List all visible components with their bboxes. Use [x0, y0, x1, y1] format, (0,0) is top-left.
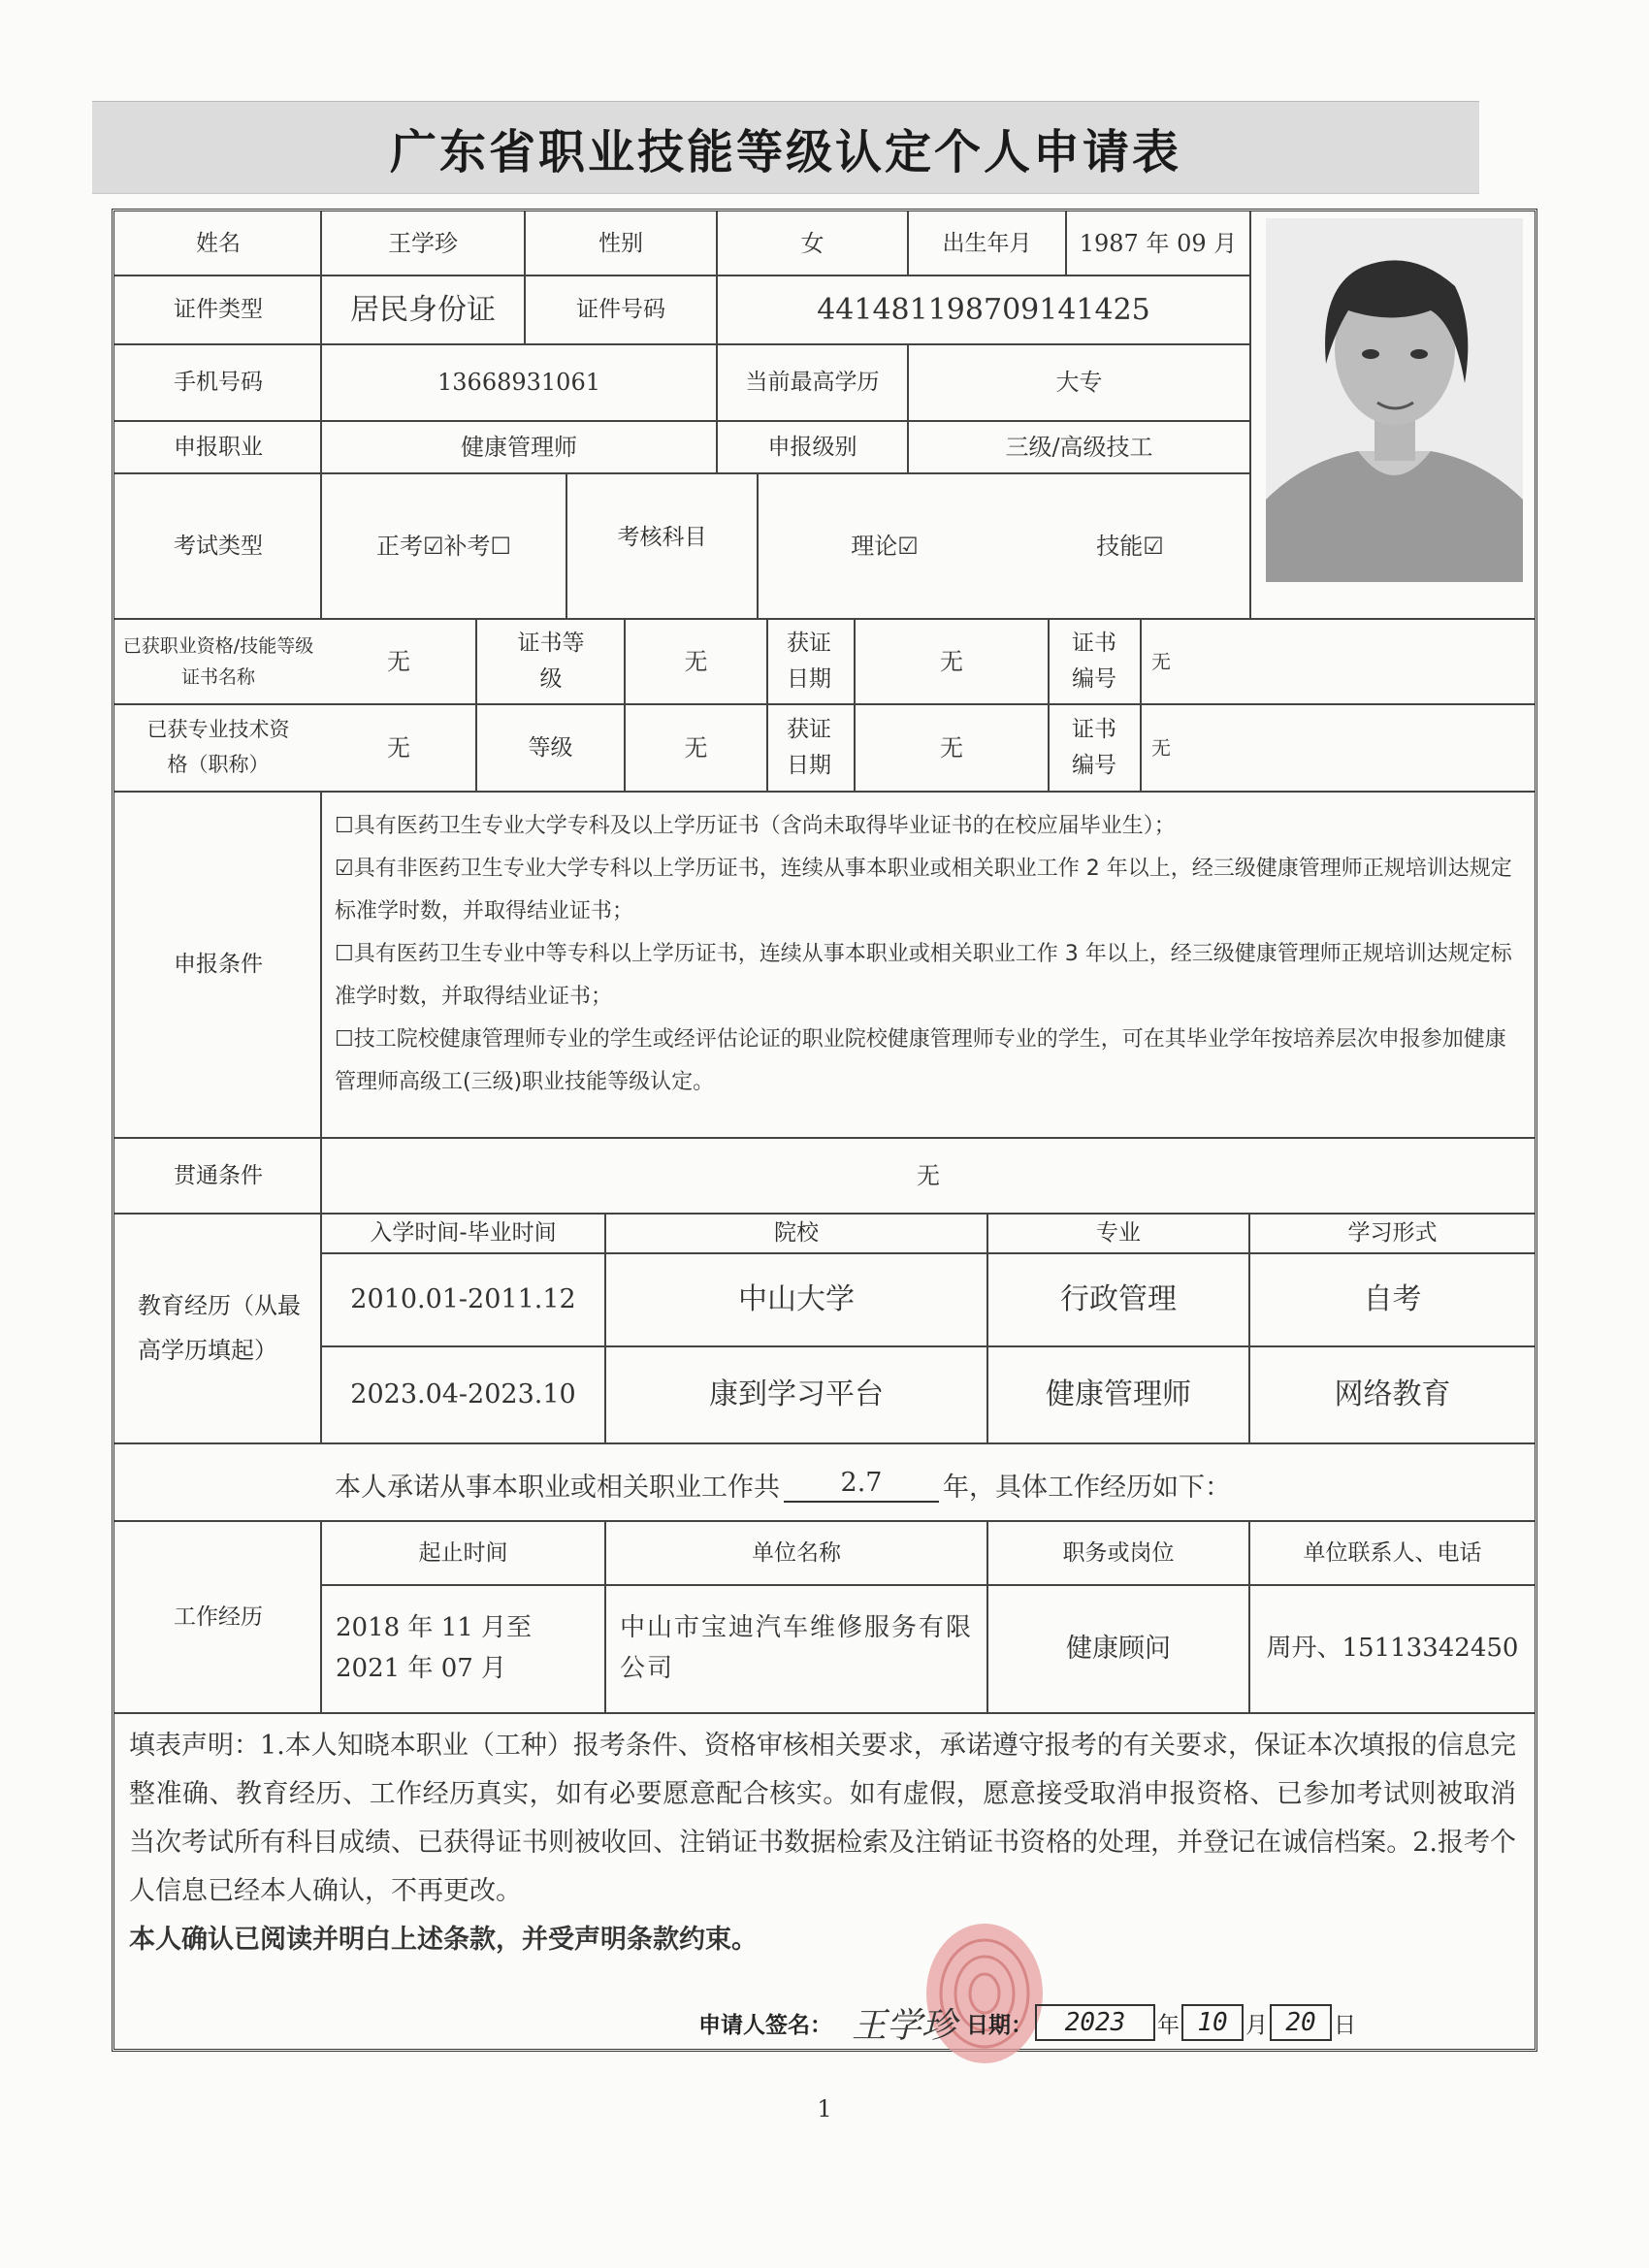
row-line — [114, 1712, 1535, 1714]
day-unit: 日 — [1334, 2012, 1357, 2038]
skill-checkbox[interactable]: 技能☑ — [1096, 532, 1164, 560]
gender-value: 女 — [800, 230, 824, 258]
qual-title-level: 无 — [684, 733, 708, 761]
edu-row2-mode: 网络教育 — [1334, 1377, 1451, 1411]
month-unit: 月 — [1245, 2012, 1269, 2038]
work-header-contact: 单位联系人、电话 — [1303, 1539, 1482, 1566]
birth-value: 1987 年 09 月 — [1079, 230, 1238, 258]
edu-row2-school: 康到学习平台 — [709, 1377, 884, 1411]
condition-item[interactable]: ☐技工院校健康管理师专业的学生或经评估论证的职业院校健康管理师专业的学生，可在其毕业学年按培养层次申报参加健康管理师高级工(三级)职业技能等级认定。 — [335, 1027, 1506, 1094]
edu-row2-period: 2023.04-2023.10 — [350, 1379, 576, 1410]
qual-cert-date-label: 获证日期 — [787, 631, 831, 692]
date-day-box[interactable] — [1270, 2004, 1332, 2041]
edu-row1-period: 2010.01-2011.12 — [350, 1284, 576, 1315]
form-title: 广东省职业技能等级认定个人申请表 — [389, 124, 1181, 179]
exam-type-checkboxes[interactable]: 正考☑补考☐ — [375, 532, 512, 560]
work-row1-employer: 中山市宝迪汽车维修服务有限公司 — [620, 1613, 974, 1683]
condition-item[interactable]: ☐具有医药卫生专业中等专科以上学历证书，连续从事本职业或相关职业工作 3 年以上，经三级健康管理师正规培训达规定标准学时数，并取得结业证书； — [335, 942, 1512, 1009]
condition-item[interactable]: ☐具有医药卫生专业大学专科及以上学历证书（含尚未取得毕业证书的在校应届毕业生）； — [335, 814, 1176, 838]
signature-label: 申请人签名： — [698, 2012, 832, 2038]
idnum-value: 441481198709141425 — [817, 292, 1150, 327]
date-year-box[interactable] — [1035, 2004, 1155, 2041]
qual-title-no: 无 — [1151, 736, 1171, 760]
edu-row1-school: 中山大学 — [738, 1282, 855, 1316]
qual-title-no-label: 证书编号 — [1072, 717, 1116, 778]
qual-title-date: 无 — [940, 733, 963, 761]
work-header-position: 职务或岗位 — [1062, 1539, 1175, 1566]
col-line — [1249, 211, 1251, 618]
row-line — [114, 791, 1535, 793]
edu-row1-major: 行政管理 — [1060, 1282, 1177, 1316]
qual-cert-level: 无 — [684, 647, 708, 675]
qual-title-level-label: 等级 — [528, 734, 573, 761]
conditions-list — [335, 805, 1518, 1104]
date-day: 20 — [1285, 2008, 1316, 2037]
work-header-employer: 单位名称 — [752, 1539, 841, 1566]
applicant-photo — [1266, 218, 1523, 582]
idtype-value: 居民身份证 — [350, 292, 496, 327]
page-number: 1 — [817, 2095, 832, 2122]
qual-title-date-label: 获证日期 — [787, 717, 831, 778]
phone-label: 手机号码 — [174, 370, 263, 396]
work-row1-period: 2018 年 11 月至 2021 年 07 月 — [336, 1613, 533, 1683]
qual-cert-level-label: 证书等级 — [517, 631, 585, 692]
edu-header-period: 入学时间-毕业时间 — [370, 1220, 557, 1247]
conditions-label: 申报条件 — [174, 952, 263, 978]
title-bar — [92, 101, 1479, 194]
work-header-period: 起止时间 — [418, 1539, 508, 1566]
commitment-years[interactable]: 2.7 — [784, 1466, 939, 1503]
work-label: 工作经历 — [174, 1604, 263, 1630]
col-line — [1048, 618, 1050, 791]
edu-header-school: 院校 — [774, 1220, 819, 1247]
col-line — [766, 618, 768, 791]
edu-row2-major: 健康管理师 — [1046, 1377, 1191, 1411]
education-label: 教育经历（从最高学历填起） — [138, 1291, 301, 1364]
condition-item[interactable]: ☑具有非医药卫生专业大学专科以上学历证书，连续从事本职业或相关职业工作 2 年以上，经三级健康管理师正规培训达规定标准学时数，并取得结业证书； — [335, 857, 1512, 923]
signature-name[interactable]: 王学珍 — [852, 2005, 957, 2046]
qual-cert-date: 无 — [940, 647, 963, 675]
signature-row — [698, 1998, 1356, 2047]
edu-header-major: 专业 — [1096, 1220, 1141, 1247]
declaration-text: 填表声明：1.本人知晓本职业（工种）报考条件、资格审核相关要求，承诺遵守报考的有关要求，保证本次填报的信息完整准确、教育经历、工作经历真实，如有必要愿意配合核实。如有虚假，愿意接受取消申报资格、已参加考试则被取消当次考试所有科目成绩、已获得证书则被收回、注销证书数据检索及注销证书资格的处理，并登记在诚信档案。2.报考个人信息已经本人确认，不再更改。 — [129, 1731, 1516, 1906]
date-month: 10 — [1197, 2008, 1228, 2037]
qual-cert-no: 无 — [1151, 650, 1171, 673]
idtype-label: 证件类型 — [174, 297, 263, 323]
qual-title-label: 已获专业技术资格（职称） — [146, 718, 290, 776]
gender-label: 性别 — [598, 231, 643, 257]
through-label: 贯通条件 — [174, 1162, 263, 1188]
exam-type-label: 考试类型 — [174, 533, 263, 559]
work-row1-contact: 周丹、15113342450 — [1266, 1634, 1519, 1664]
declaration — [129, 1722, 1516, 1964]
commitment-line — [335, 1460, 1231, 1508]
birth-label: 出生年月 — [942, 231, 1032, 257]
date-month-box[interactable] — [1181, 2004, 1244, 2041]
qual-cert-label: 已获职业资格/技能等级证书名称 — [122, 634, 314, 688]
qual-cert-no-label: 证书编号 — [1072, 631, 1116, 692]
subject-label: 考核科目 — [617, 524, 707, 550]
declaration-confirm: 本人确认已阅读并明白上述条款，并受声明条款约束。 — [129, 1925, 758, 1955]
name-value: 王学珍 — [388, 230, 458, 258]
fingerprint-seal — [907, 1916, 1062, 2071]
year-unit: 年 — [1157, 2012, 1180, 2038]
job-label: 申报职业 — [174, 434, 263, 460]
edu-value: 大专 — [1055, 369, 1103, 397]
commitment-prefix: 本人承诺从事本职业或相关职业工作共 — [335, 1472, 780, 1503]
level-label: 申报级别 — [767, 434, 857, 460]
level-value: 三级/高级技工 — [1005, 433, 1153, 461]
work-row1-position: 健康顾问 — [1066, 1634, 1171, 1665]
qual-title-name: 无 — [387, 733, 410, 761]
phone-value: 13668931061 — [437, 369, 600, 397]
theory-checkbox[interactable]: 理论☑ — [851, 532, 919, 560]
qual-cert-name: 无 — [387, 647, 410, 675]
edu-header-mode: 学习形式 — [1347, 1220, 1438, 1247]
date-label: 日期： — [966, 2012, 1034, 2038]
date-year: 2023 — [1064, 2008, 1126, 2037]
through-value: 无 — [917, 1161, 940, 1189]
commitment-suffix: 年，具体工作经历如下： — [943, 1472, 1231, 1503]
edu-row1-mode: 自考 — [1363, 1282, 1422, 1316]
idnum-label: 证件号码 — [576, 297, 665, 323]
portrait-image — [1266, 218, 1523, 582]
name-label: 姓名 — [196, 231, 241, 257]
row-line — [114, 1442, 1535, 1444]
job-value: 健康管理师 — [461, 433, 577, 461]
edu-label: 当前最高学历 — [745, 370, 880, 396]
